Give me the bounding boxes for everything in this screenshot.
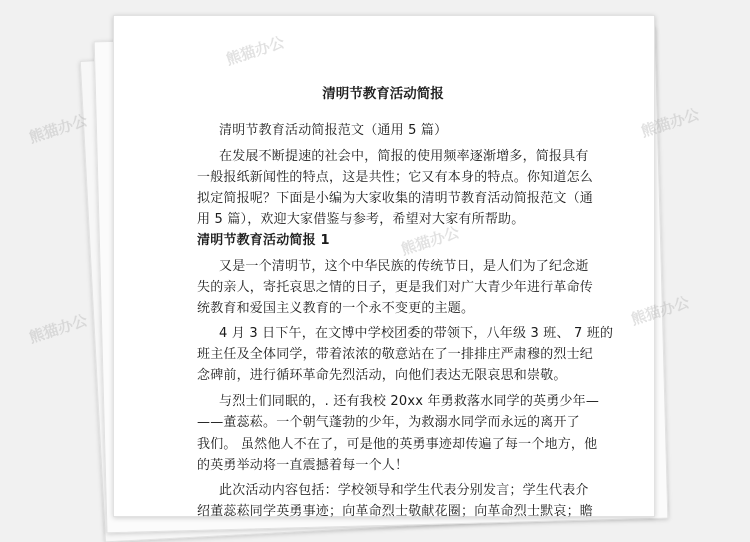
document-title: 清明节教育活动简报 — [322, 86, 444, 102]
para3-line-2: ——董蕊菘。一个朝气蓬勃的少年，为救溺水同学而永远的离开了 — [197, 415, 580, 430]
watermark: 熊猫办公 — [628, 293, 692, 329]
para4-line-1: 此次活动内容包括：学校领导和学生代表分别发言；学生代表介 — [219, 483, 589, 498]
intro-line-2: 一般报纸新闻性的特点，这是共性；它又有本身的特点。你知道怎么 — [197, 170, 594, 185]
para1-line-2: 失的亲人，寄托哀思之情的日子，更是我们对广大青少年进行革命传 — [197, 280, 594, 295]
document-content — [113, 15, 653, 519]
intro-line-1: 在发展不断提速的社会中，简报的使用频率逐渐增多，简报具有 — [219, 149, 589, 164]
section-heading: 清明节教育活动简报 1 — [197, 233, 330, 248]
watermark: 熊猫办公 — [26, 311, 90, 347]
para2-line-3: 念碑前，进行循环革命先烈活动，向他们表达无限哀思和崇敬。 — [197, 368, 567, 383]
intro-line-4: 用 5 篇），欢迎大家借鉴与参考，希望对大家有所帮助。 — [197, 212, 525, 227]
para2-line-1: 4 月 3 日下午，在文博中学校团委的带领下，八年级 3 班、 7 班的 — [219, 326, 614, 341]
para3-line-1: 与烈士们同眠的，. 还有我校 20xx 年勇救落水同学的英勇少年— — [219, 394, 600, 409]
document-subtitle: 清明节教育活动简报范文（通用 5 篇） — [219, 123, 448, 138]
watermark: 熊猫办公 — [223, 33, 287, 69]
watermark: 熊猫办公 — [638, 105, 702, 141]
intro-line-3: 拟定简报呢？下面是小编为大家收集的清明节教育活动简报范文（通 — [197, 191, 594, 206]
para3-line-3: 我们。 虽然他人不在了，可是他的英勇事迹却传遍了每一个地方，他 — [197, 437, 598, 452]
para1-line-3: 统教育和爱国主义教育的一个永不变更的主题。 — [197, 301, 475, 316]
para3-line-4: 的英勇举动将一直震撼着每一个人！ — [197, 458, 409, 473]
para1-line-1: 又是一个清明节，这个中华民族的传统节日，是人们为了纪念逝 — [219, 259, 589, 274]
watermark: 熊猫办公 — [26, 111, 90, 147]
para2-line-2: 班主任及全体同学，带着浓浓的敬意站在了一排排庄严肃穆的烈士纪 — [197, 347, 594, 362]
para4-line-2: 绍董蕊菘同学英勇事迹；向革命烈士敬献花圈；向革命烈士默哀；瞻 — [197, 504, 594, 519]
watermark: 熊猫办公 — [398, 223, 462, 259]
